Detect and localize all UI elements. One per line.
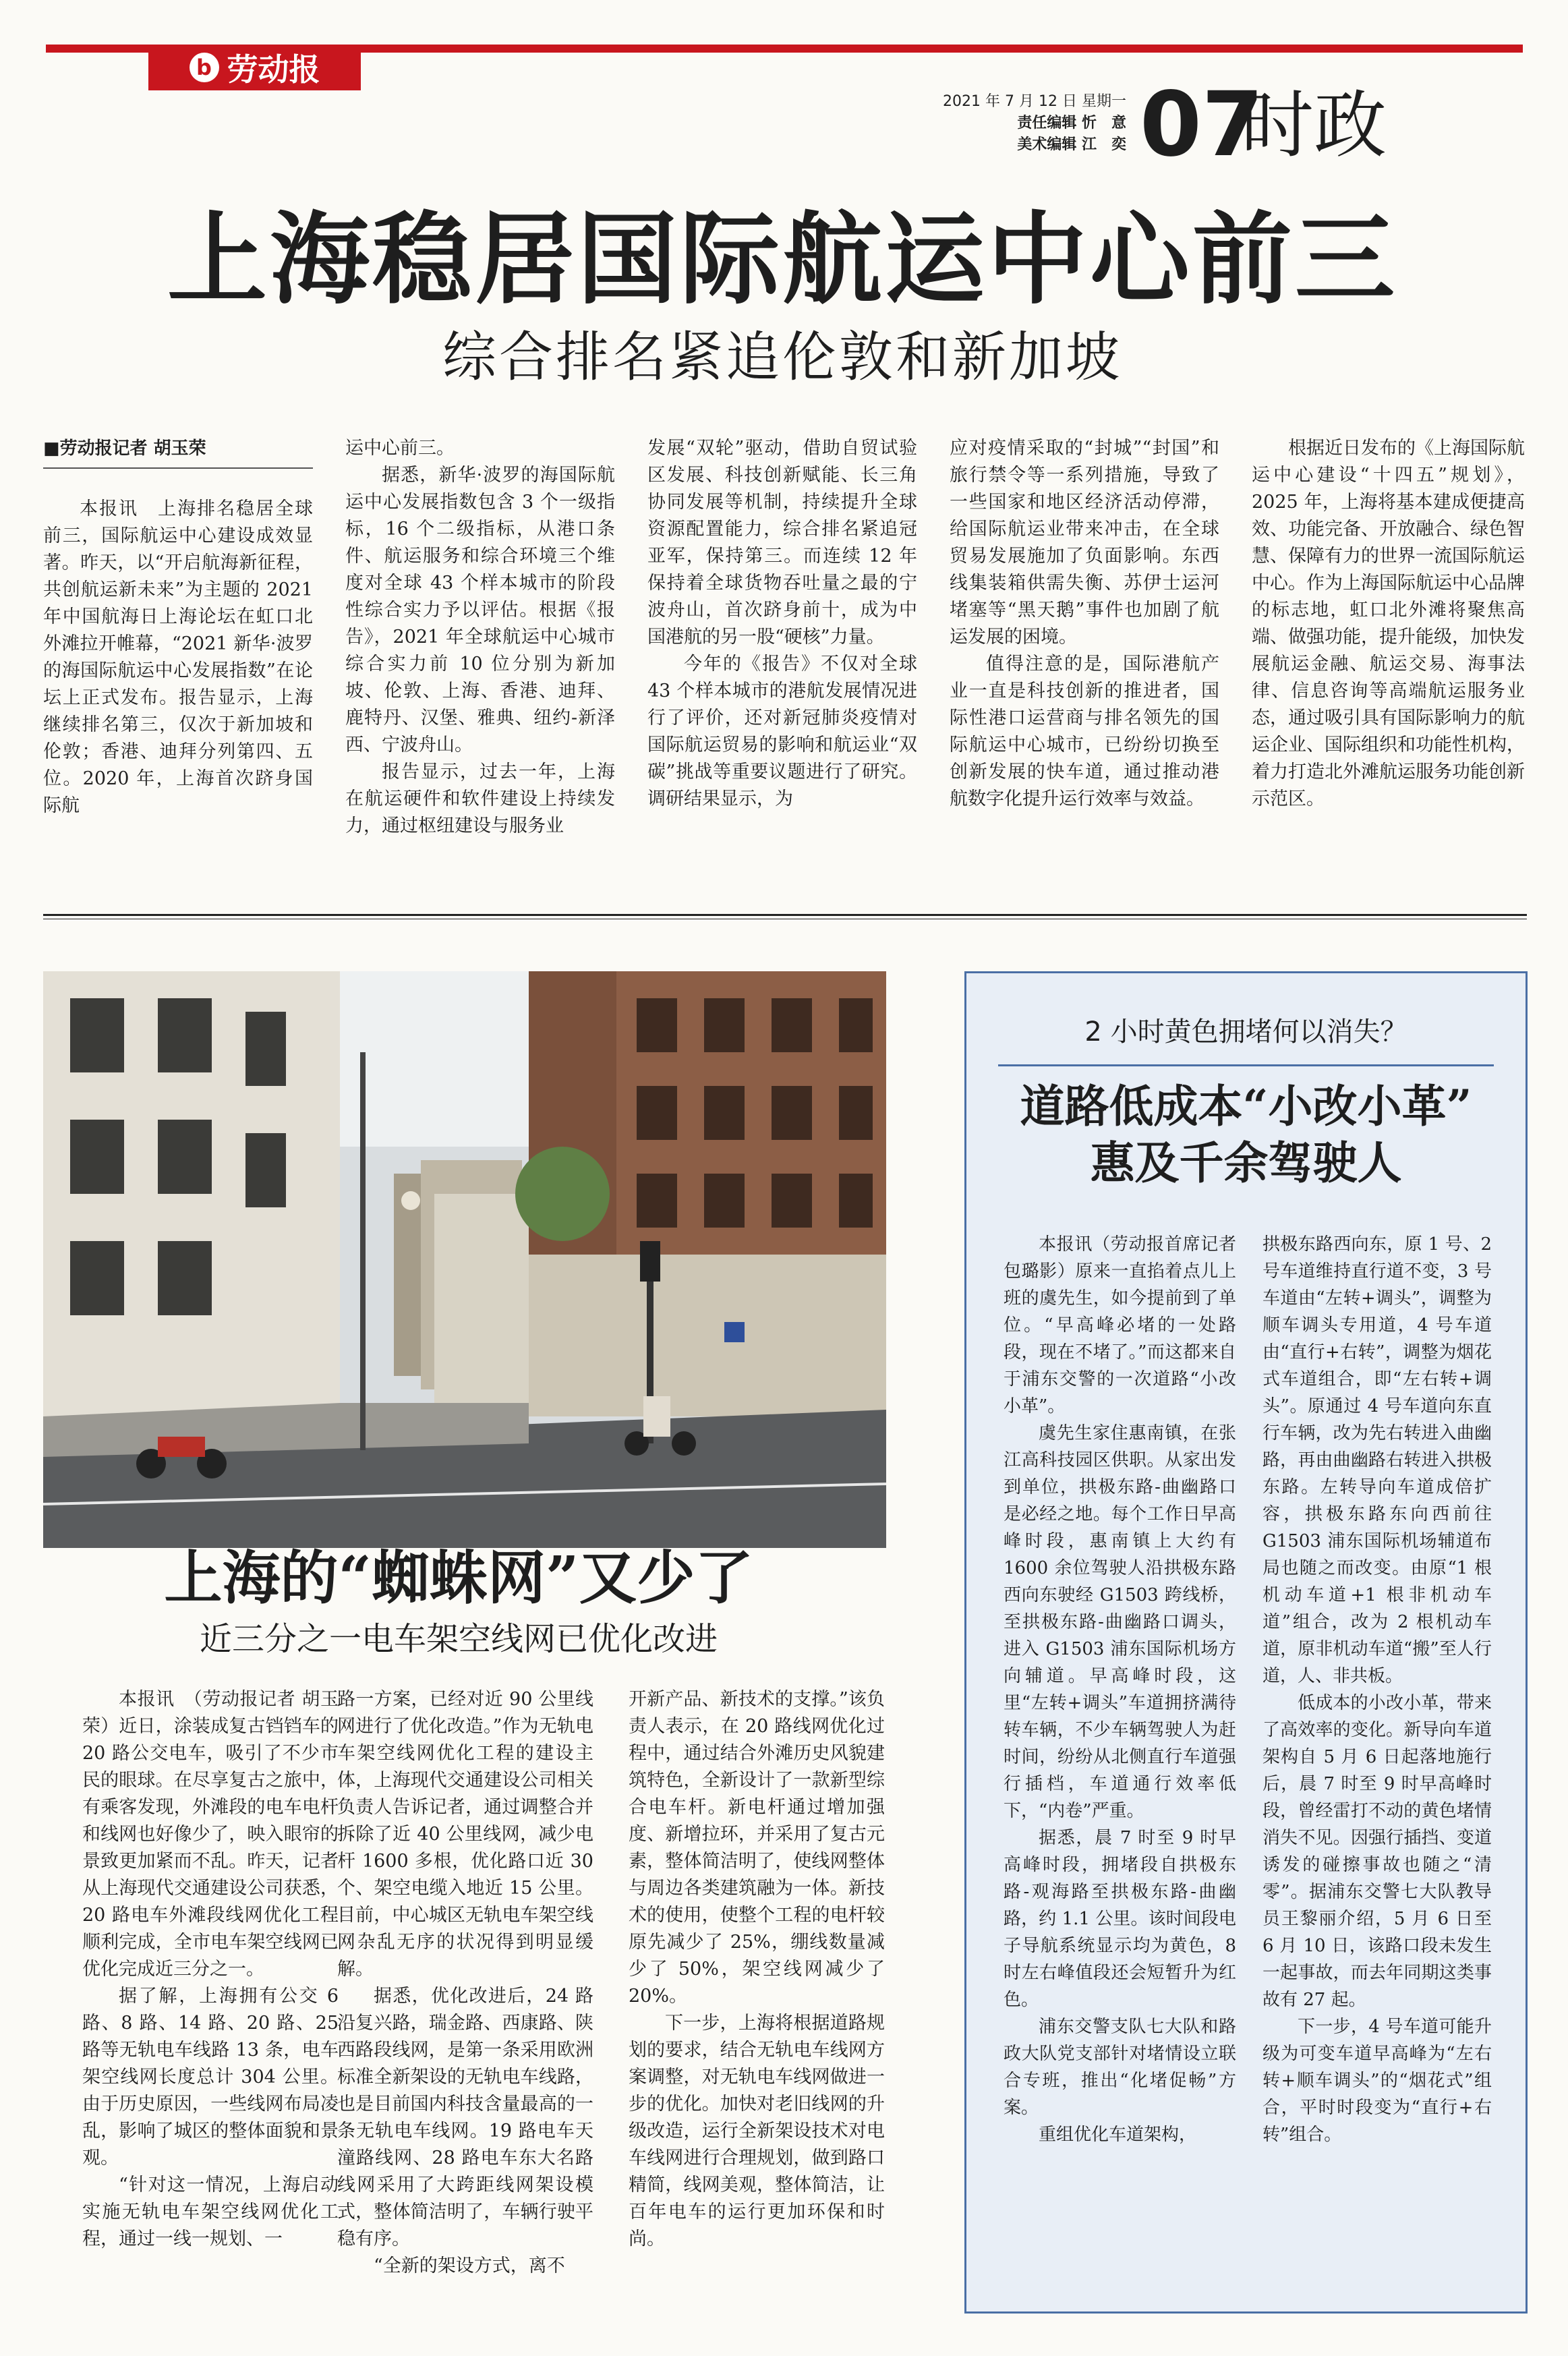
lead-column-5 (1252, 435, 1525, 813)
road-column-2 (1262, 1231, 1492, 2148)
paragraph: 重组优化车道架构， (1039, 2125, 1197, 2145)
paragraph: 据悉，优化改进后，24 路沿复兴路，瑞金路、西康路、陕西路段线网，是第一条采用欧洲标准全新架设的无轨电车线路，也是目前国内科技含量最高的一条无轨电车线网。19 路电车天潼路线网、28 路电车东大名路线网采用了大跨距线网架设模式，整体简洁明了，车辆行驶平稳有序。 (337, 1986, 593, 2249)
paragraph: 据悉，晨 7 时至 9 时早高峰时段，拥堵段自拱极东路-观海路至拱极东路-曲幽路，约 1.1 公里。该时间段电子导航系统显示均为黄色，8 时左右峰值段还会短暂升为红色。 (1004, 1828, 1236, 2010)
tram-column-1 (82, 1686, 339, 2253)
paragraph: 运中心前三。 (345, 438, 455, 459)
lead-subhead: 综合排名紧追伦敦和新加坡 (442, 326, 1122, 389)
road-headline-line-1: 道路低成本“小改小革” (1020, 1080, 1472, 1132)
road-headline (964, 1078, 1528, 1191)
tram-subhead: 近三分之一电车架空线网已优化改进 (199, 1620, 718, 1658)
editor-line: 责任编辑 忻 意 (1017, 115, 1126, 132)
tram-column-2 (337, 1686, 593, 2280)
tram-headline: 上海的“蜘蛛网”又少了 (164, 1544, 753, 1612)
paragraph: 据悉，新华·波罗的海国际航运中心发展指数包含 3 个一级指标，16 个二级指标，从港口条件、航运服务和综合环境三个维度对全球 43 个样本城市的阶段性综合实力予以评估。根据《报告》，2021 年全球航运中心城市综合实力前 10 位分别为新加坡、伦敦、上海、香港、迪拜、鹿特丹、汉堡、雅典、纽约-新泽西、宁波舟山。 (345, 465, 615, 755)
road-kicker: 2 小时黄色拥堵何以消失？ (1084, 1016, 1407, 1047)
lead-column-3 (647, 435, 917, 813)
page-number: 07 (1140, 73, 1264, 177)
paragraph: 本报讯 （劳动报记者 胡玉荣）近日，涂装成复古铛铛车的 20 路公交电车，吸引了不少市民的眼球。在尽享复古之旅中，有乘客发现，外滩段的电车电杆和线网也好像少了，映入眼帘的景致更加紧而不乱。昨天，记者从上海现代交通建设公司获悉，20 路电车外滩段线网优化工程顺利完成，全市电车架空线网已优化完成近三分之一。 (82, 1689, 339, 1980)
paragraph: 低成本的小改小革，带来了高效率的变化。新导向车道架构自 5 月 6 日起落地施行后，晨 7 时至 9 时早高峰时段，曾经雷打不动的黄色堵情消失不见。因强行插挡、变道诱发的碰擦事故也随之“清零”。据浦东交警七大队教导员王黎丽介绍，5 月 6 日至 6 月 10 日，该路口段未发生一起事故，而去年同期这类事故有 27 起。 (1262, 1693, 1492, 2010)
paragraph: 下一步，上海将根据道路规划的要求，结合无轨电车线网方案调整，对无轨电车线网做进一步的优化。加快对老旧线网的升级改造，运行全新架设技术对电车线网进行合理规划，做到路口精简，线网美观，整体简洁，让百年电车的运行更加环保和时尚。 (629, 2013, 885, 2249)
date-line: 2021 年 7 月 12 日 星期一 (943, 93, 1126, 110)
road-column-1 (1004, 1231, 1236, 2148)
lead-byline: ■劳动报记者 胡玉荣 (43, 438, 206, 459)
paragraph: 下一步，4 号车道可能升级为可变车道早高峰为“左右转+顺车调头”的“烟花式”组合，平时时段变为“直行+右转”组合。 (1262, 2017, 1492, 2145)
lead-column-4 (950, 435, 1219, 813)
newspaper-logo (148, 45, 361, 90)
paragraph: 虞先生家住惠南镇，在张江高科技园区供职。从家出发到单位，拱极东路-曲幽路口是必经之地。每个工作日早高峰时段，惠南镇上大约有 1600 余位驾驶人沿拱极东路西向东驶经 G1503 跨线桥，至拱极东路-曲幽路口调头，进入 G1503 浦东国际机场方向辅道。早高峰时段，这里“左转+调头”车道拥挤满待转车辆，不少车辆驾驶人为赶时间，纷纷从北侧直行车道强行插档，车道通行效率低下，“内卷”严重。 (1004, 1423, 1236, 1821)
designer-line: 美术编辑 江 奕 (1017, 136, 1126, 153)
paragraph: 根据近日发布的《上海国际航运中心建设“十四五”规划》，2025 年，上海将基本建成便捷高效、功能完备、开放融合、绿色智慧、保障有力的世界一流国际航运中心。作为上海国际航运中心品牌的标志地，虹口北外滩将聚焦高端、做强功能，提升能级，加快发展航运金融、航运交易、海事法律、信息咨询等高端航运服务业态，通过吸引具有国际影响力的航运企业、国际组织和功能性机构，着力打造北外滩航运服务功能创新示范区。 (1252, 438, 1525, 809)
street-photo-illustration (43, 971, 886, 1548)
issue-meta (877, 91, 1126, 156)
paragraph: 报告显示，过去一年，上海在航运硬件和软件建设上持续发力，通过枢纽建设与服务业 (345, 762, 615, 836)
lead-column-1 (43, 435, 313, 820)
paragraph: 开新产品、新技术的支撑。”该负责人表示，在 20 路线网优化过程中，通过结合外滩历史风貌建筑特色，全新设计了一款新型综合电车杆。新电杆通过增加强度、新增拉环，并采用了复古元素，整体简洁明了，使线网整体与周边各类建筑融为一体。新技术的使用，使整个工程的电杆较原先减少了 25%，绷线数量减少了 50%，架空线网减少了 20%。 (629, 1689, 885, 2007)
paragraph: “全新的架设方式，离不 (374, 2256, 565, 2276)
paragraph: “针对这一情况，上海启动实施无轨电车架空线网优化工程，通过一线一规划、一 (82, 2175, 339, 2249)
section-name: 时政 (1241, 84, 1387, 168)
paragraph: 发展“双轮”驱动，借助自贸试验区发展、科技创新赋能、长三角协同发展等机制，持续提升全球资源配置能力，综合排名紧追冠亚军，保持第三。而连续 12 年保持着全球货物吞吐量之最的宁波舟山，首次跻身前十，成为中国港航的另一股“硬核”力量。 (647, 438, 917, 648)
lead-column-2 (345, 435, 615, 840)
paragraph: 路一方案，已经对近 90 公里线网进行了优化改造。”作为无轨电车架空线网优化工程的建设主体，上海现代交通建设公司相关负责人告诉记者，通过调整合并拆除了近 40 公里线网，减少电杆 1600 多根，优化路口近 30 个、架空电缆入地近 15 公里。目前，中心城区无轨电车架空线网杂乱无序的状况得到明显缓解。 (337, 1689, 593, 1980)
paragraph: 值得注意的是，国际港航产业一直是科技创新的推进者，国际性港口运营商与排名领先的国际航运中心城市，已纷纷切换至创新发展的快车道，通过推动港航数字化提升运行效率与效益。 (950, 654, 1219, 809)
paragraph: 今年的《报告》不仅对全球 43 个样本城市的港航发展情况进行了评价，还对新冠肺炎疫情对国际航运贸易的影响和航运业“双碳”挑战等重要议题进行了研究。调研结果显示，为 (647, 654, 917, 809)
paragraph: 本报讯（劳动报首席记者 包璐影）原来一直掐着点儿上班的虞先生，如今提前到了单位。“早高峰必堵的一处路段，现在不堵了。”而这都来自于浦东交警的一次道路“小改小革”。 (1004, 1234, 1236, 1416)
logo-icon: b (190, 53, 219, 82)
lead-headline: 上海稳居国际航运中心前三 (167, 200, 1397, 318)
paragraph: 浦东交警支队七大队和路政大队党支部针对堵情设立联合专班，推出“化堵促畅”方案。 (1004, 2017, 1236, 2118)
paragraph: 拱极东路西向东，原 1 号、2 号车道维持直行道不变，3 号车道由“左转+调头”，调整为顺车调头专用道，4 号车道由“直行+右转”，调整为烟花式车道组合，即“左右转+调头”。原通过 4 号车道向东直行车辆，改为先右转进入曲幽路，再由曲幽路右转进入拱极东路。左转导向车道成倍扩容，拱极东路东向西前往 G1503 浦东国际机场辅道布局也随之而改变。由原“1 根机动车道+1 根非机动车道”组合，改为 2 根机动车道，原非机动车道“搬”至人行道，人、非共板。 (1262, 1234, 1492, 1686)
tram-column-3 (629, 1686, 885, 2253)
section-divider (43, 914, 1527, 916)
street-photo (43, 971, 886, 1548)
paragraph: 应对疫情采取的“封城”“封国”和旅行禁令等一系列措施，导致了一些国家和地区经济活动停滞，给国际航运业带来冲击，在全球贸易发展施加了负面影响。东西线集装箱供需失衡、苏伊士运河堵塞等“黑天鹅”事件也加剧了航运发展的困境。 (950, 438, 1219, 648)
paragraph: 本报讯 上海排名稳居全球前三，国际航运中心建设成效显著。昨天，以“开启航海新征程，共创航运新未来”为主题的 2021 年中国航海日上海论坛在虹口北外滩拉开帷幕，“2021 新华·波罗的海国际航运中心发展指数”在论坛上正式发布。报告显示，上海继续排名第三，仅次于新加坡和伦敦；香港、迪拜分列第四、五位。2020 年，上海首次跻身国际航 (43, 498, 313, 816)
paragraph: 据了解，上海拥有公交 6 路、8 路、14 路、20 路、25 路等无轨电车线路 13 条，电车架空线网长度总计 304 公里。由于历史原因，一些线网布局凌乱，影响了城区的整体面貌和景观。 (82, 1986, 339, 2168)
road-headline-line-2: 惠及千余驾驶人 (1090, 1137, 1402, 1189)
byline-rule (43, 467, 313, 469)
logo-text: 劳动报 (227, 51, 320, 88)
road-kicker-rule (998, 1064, 1494, 1066)
